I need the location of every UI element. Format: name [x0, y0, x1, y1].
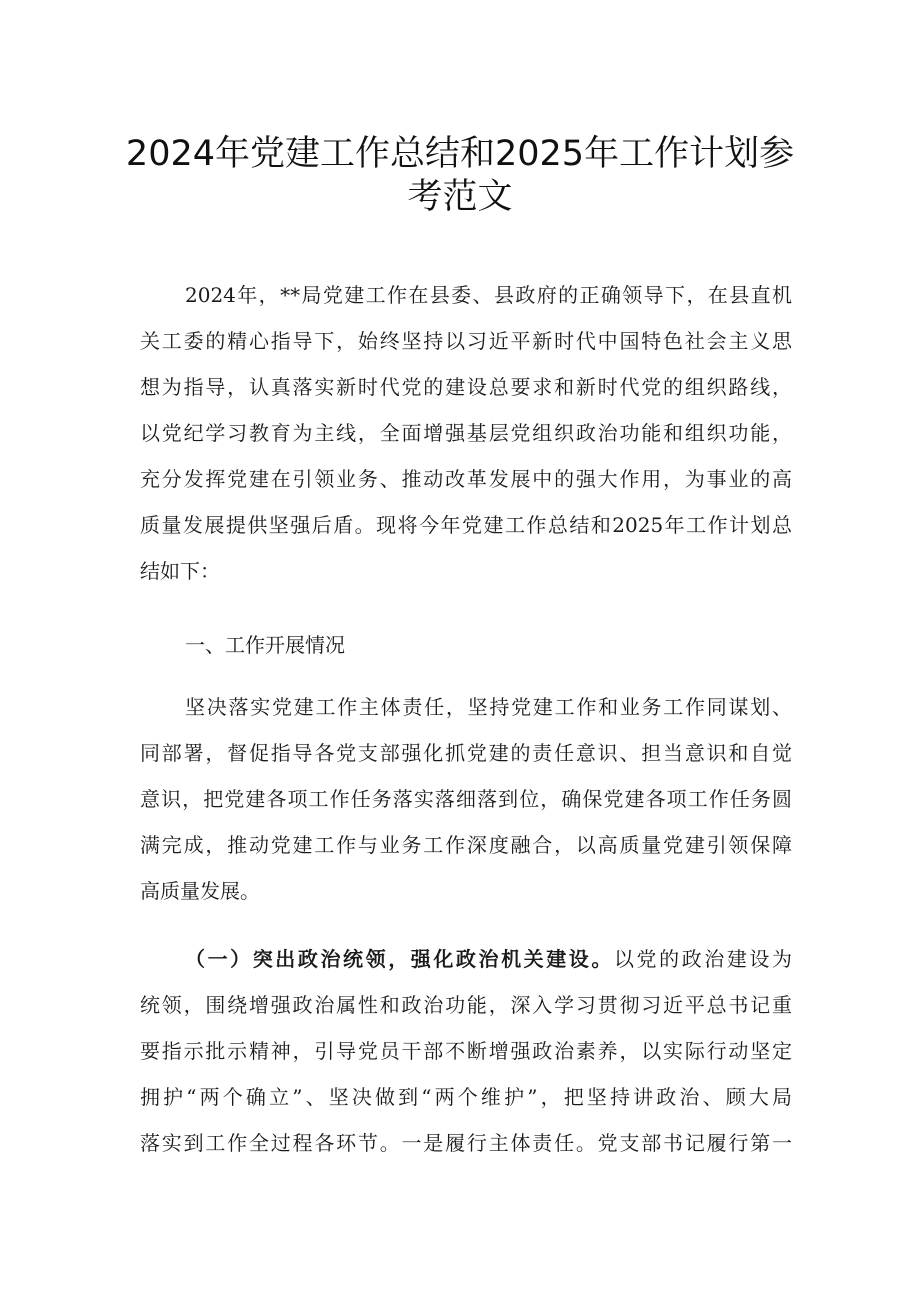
subsection-line: 统领，围绕增强政治属性和政治功能，深入学习贯彻习近平总书记重 [140, 993, 792, 1017]
section-line: 高质量发展。 [140, 879, 260, 903]
section-line: 满完成，推动党建工作与业务工作深度融合，以高质量党建引领保障 [140, 833, 792, 857]
subsection-first-line [185, 944, 792, 974]
subsection-first-line-text: 以党的政治建设为 [613, 947, 793, 971]
intro-line: 质量发展提供坚强后盾。现将今年党建工作总结和2025年工作计划总 [140, 513, 792, 537]
subsection-line: 拥护“两个确立”、坚决做到“两个维护”，把坚持讲政治、顾大局 [140, 1085, 792, 1109]
section-heading: 一、工作开展情况 [185, 633, 345, 657]
document-title-line-1: 2024年党建工作总结和2025年工作计划参 [125, 134, 795, 174]
section-line: 意识，把党建各项工作任务落实落细落到位，确保党建各项工作任务圆 [140, 787, 792, 811]
intro-line: 2024年，**局党建工作在县委、县政府的正确领导下，在县直机 [185, 283, 792, 307]
subsection-line: 要指示批示精神，引导党员干部不断增强政治素养，以实际行动坚定 [140, 1039, 792, 1063]
subsection-line: 落实到工作全过程各环节。一是履行主体责任。党支部书记履行第一 [140, 1131, 792, 1155]
intro-line: 结如下： [140, 559, 220, 583]
section-line: 坚决落实党建工作主体责任，坚持党建工作和业务工作同谋划、 [185, 695, 792, 719]
intro-line: 以党纪学习教育为主线，全面增强基层党组织政治功能和组织功能， [140, 421, 792, 445]
intro-line: 关工委的精心指导下，始终坚持以习近平新时代中国特色社会主义思 [140, 329, 792, 353]
section-line: 同部署，督促指导各党支部强化抓党建的责任意识、担当意识和自觉 [140, 741, 792, 765]
intro-line: 充分发挥党建在引领业务、推动改革发展中的强大作用，为事业的高 [140, 467, 792, 491]
intro-line: 想为指导，认真落实新时代党的建设总要求和新时代党的组织路线， [140, 375, 792, 399]
subsection-heading: （一）突出政治统领，强化政治机关建设。 [185, 947, 614, 971]
document-title-line-2: 考范文 [407, 177, 513, 217]
